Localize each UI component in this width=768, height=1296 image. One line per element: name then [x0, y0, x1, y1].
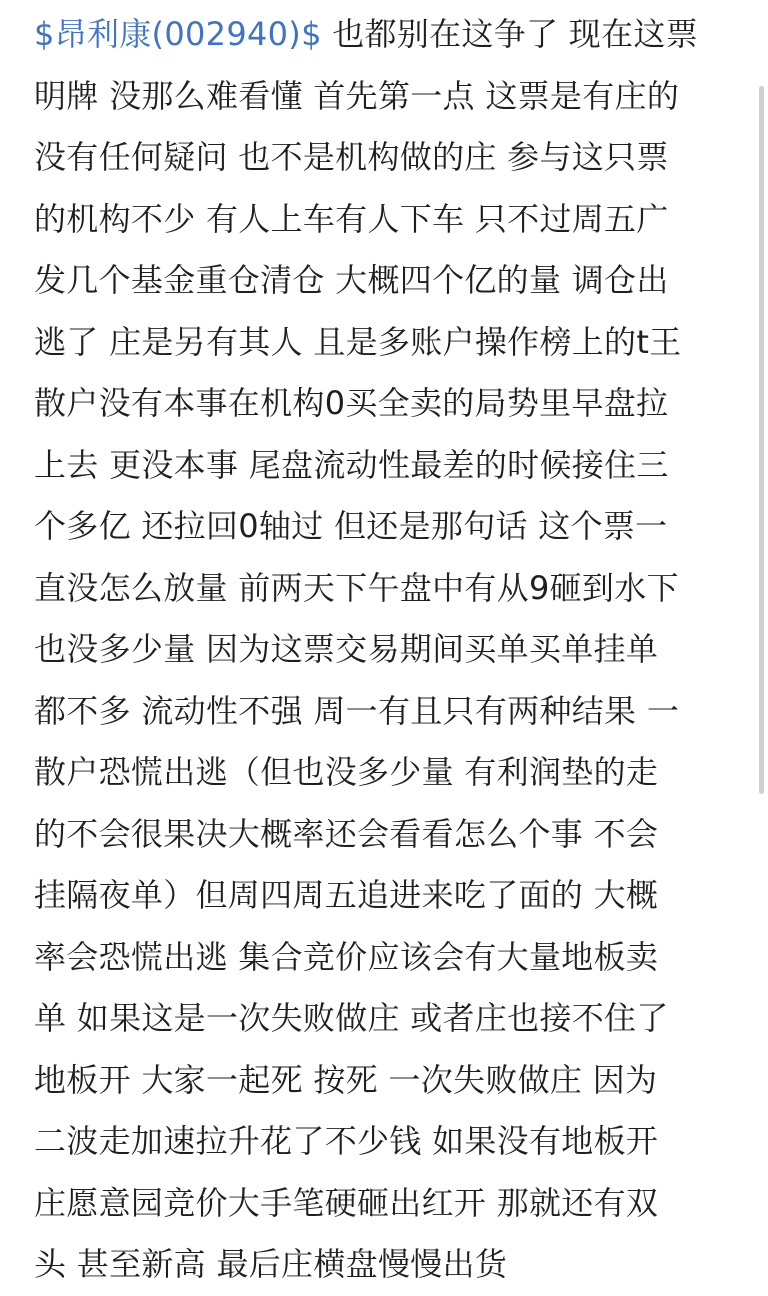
- post-line: 发几个基金重仓清仓 大概四个亿的量 调仓出: [34, 261, 669, 299]
- post-line: 个多亿 还拉回0轴过 但还是那句话 这个票一: [34, 507, 668, 545]
- scrollbar-thumb[interactable]: [759, 86, 764, 794]
- post-line: 逃了 庄是另有其人 且是多账户操作榜上的t王: [34, 322, 682, 361]
- post-line: 率会恐慌出逃 集合竞价应该会有大量地板卖: [34, 937, 659, 976]
- post-line-text: 也都别在这争了 现在这票: [321, 15, 698, 53]
- post-body: [34, 4, 734, 1296]
- post-line: 挂隔夜单）但周四周五追进来吃了面的 大概: [34, 876, 659, 914]
- post-line: 庄愿意园竞价大手笔硬砸出红开 那就还有双: [34, 1183, 659, 1222]
- post-line: 的机构不少 有人上车有人下车 只不过周五广: [34, 199, 669, 238]
- post-line: 上去 更没本事 尾盘流动性最差的时候接住三: [34, 445, 669, 484]
- stock-tag-link[interactable]: $昂利康(002940)$: [34, 15, 322, 53]
- post-line: 散户恐慌出逃（但也没多少量 有利润垫的走: [34, 753, 659, 791]
- post-line: 都不多 流动性不强 周一有且只有两种结果 一: [34, 691, 680, 730]
- post-line: 头 甚至新高 最后庄横盘慢慢出货: [34, 1245, 508, 1283]
- post-line: 也没多少量 因为这票交易期间买单买单挂单: [34, 630, 659, 668]
- post-line: 散户没有本事在机构0买全卖的局势里早盘拉: [34, 384, 669, 422]
- post-line: 地板开 大家一起死 按死 一次失败做庄 因为: [34, 1060, 658, 1099]
- post-line: 没有任何疑问 也不是机构做的庄 参与这只票: [34, 138, 669, 176]
- post-line: 直没怎么放量 前两天下午盘中有从9砸到水下: [34, 568, 679, 607]
- post-line: 明牌 没那么难看懂 首先第一点 这票是有庄的: [34, 76, 680, 115]
- post-line: 单 如果这是一次失败做庄 或者庄也接不住了: [34, 999, 669, 1037]
- post-line-1: [34, 4, 734, 66]
- post-line: 二波走加速拉升花了不少钱 如果没有地板开: [34, 1122, 659, 1160]
- post-line: 的不会很果决大概率还会看看怎么个事 不会: [34, 814, 659, 853]
